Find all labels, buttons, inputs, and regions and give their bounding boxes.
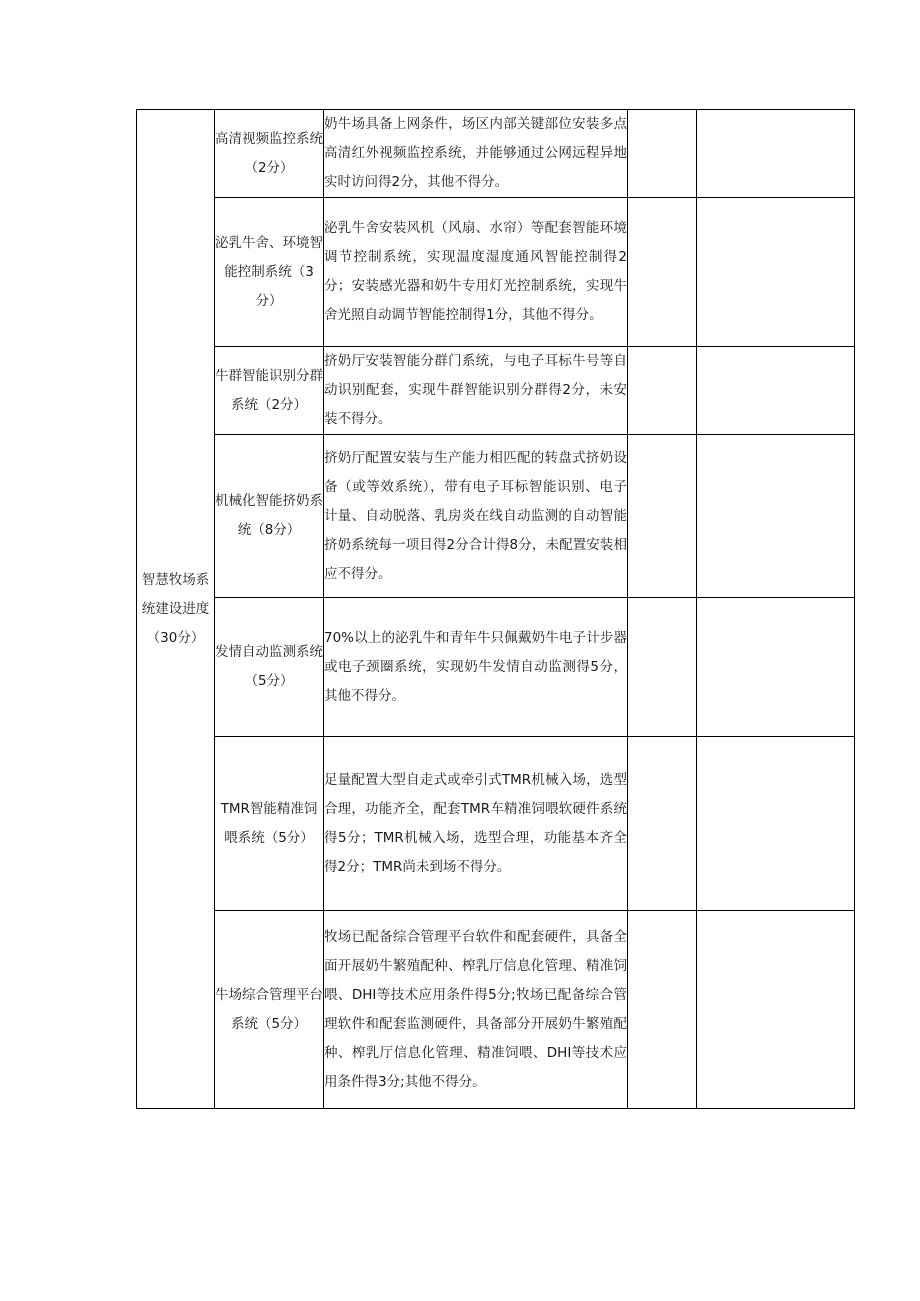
- item-cell: 牛群智能识别分群系统（2分）: [215, 347, 324, 435]
- category-cell: 智慧牧场系统建设进度（30分）: [137, 110, 215, 1109]
- item-cell: 机械化智能挤奶系统（8分）: [215, 435, 324, 598]
- criteria-cell: 牧场已配备综合管理平台软件和配套硬件，具备全面开展奶牛繁殖配种、榨乳厅信息化管理、精准饲喂、DHI等技术应用条件得5分;牧场已配备综合管理软件和配套监测硬件，具备部分开展奶牛繁殖配种、榨乳厅信息化管理、精准饲喂、DHI等技术应用条件得3分;其他不得分。: [324, 911, 628, 1109]
- table-row: [137, 347, 855, 435]
- remark-cell: [697, 911, 855, 1109]
- remark-cell: [697, 737, 855, 911]
- score-cell: [628, 110, 697, 198]
- table-row: [137, 737, 855, 911]
- criteria-cell: 足量配置大型自走式或牵引式TMR机械入场，选型合理，功能齐全，配套TMR车精准饲喂软硬件系统得5分；TMR机械入场，选型合理，功能基本齐全得2分；TMR尚未到场不得分。: [324, 737, 628, 911]
- item-cell: TMR智能精准饲喂系统（5分）: [215, 737, 324, 911]
- score-cell: [628, 911, 697, 1109]
- criteria-cell: 挤奶厅配置安装与生产能力相匹配的转盘式挤奶设备（或等效系统），带有电子耳标智能识别、电子计量、自动脱落、乳房炎在线自动监测的自动智能挤奶系统每一项目得2分合计得8分，未配置安装相应不得分。: [324, 435, 628, 598]
- score-cell: [628, 198, 697, 347]
- item-cell: 发情自动监测系统（5分）: [215, 598, 324, 737]
- remark-cell: [697, 110, 855, 198]
- item-cell: 泌乳牛舍、环境智能控制系统（3分）: [215, 198, 324, 347]
- table-row: [137, 911, 855, 1109]
- table-row: [137, 435, 855, 598]
- criteria-cell: 70%以上的泌乳牛和青年牛只佩戴奶牛电子计步器或电子颈圈系统，实现奶牛发情自动监测得5分，其他不得分。: [324, 598, 628, 737]
- score-cell: [628, 598, 697, 737]
- criteria-cell: 奶牛场具备上网条件，场区内部关键部位安装多点高清红外视频监控系统，并能够通过公网远程异地实时访问得2分，其他不得分。: [324, 110, 628, 198]
- remark-cell: [697, 435, 855, 598]
- criteria-cell: 挤奶厅安装智能分群门系统，与电子耳标牛号等自动识别配套，实现牛群智能识别分群得2分，未安装不得分。: [324, 347, 628, 435]
- score-cell: [628, 737, 697, 911]
- remark-cell: [697, 198, 855, 347]
- scoring-table: [136, 109, 855, 1109]
- table-row: [137, 198, 855, 347]
- criteria-cell: 泌乳牛舍安装风机（风扇、水帘）等配套智能环境调节控制系统，实现温度湿度通风智能控制得2分；安装感光器和奶牛专用灯光控制系统，实现牛舍光照自动调节智能控制得1分，其他不得分。: [324, 198, 628, 347]
- remark-cell: [697, 347, 855, 435]
- remark-cell: [697, 598, 855, 737]
- item-cell: 高清视频监控系统（2分）: [215, 110, 324, 198]
- item-cell: 牛场综合管理平台系统（5分）: [215, 911, 324, 1109]
- table-row: [137, 598, 855, 737]
- table-row: [137, 110, 855, 198]
- score-cell: [628, 347, 697, 435]
- score-cell: [628, 435, 697, 598]
